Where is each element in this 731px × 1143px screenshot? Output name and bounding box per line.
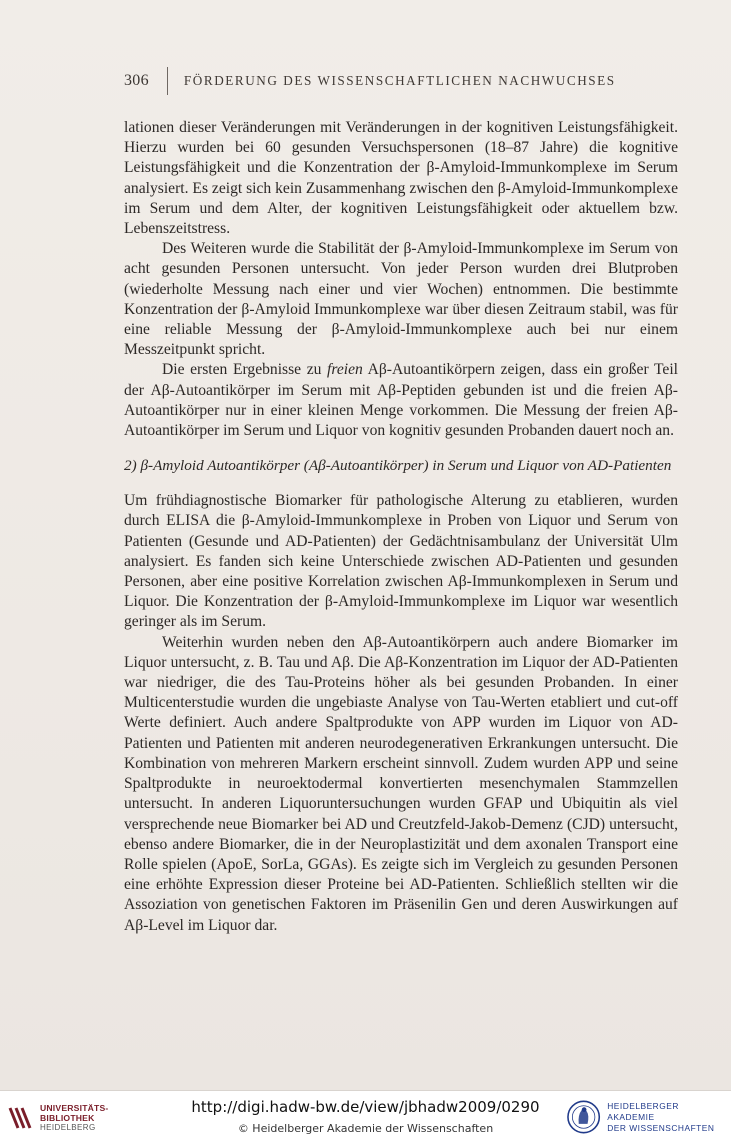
paragraph-3-emphasis: freien [327,361,363,379]
paragraph-5: Weiterhin wurden neben den Aβ-Autoantikörpern auch andere Biomarker im Liquor untersucht, z. B. Tau und Aβ. Die Aβ-Konzentration im Liquor der AD-Patienten war niedriger, die des Tau-Proteins höher als bei gesunden Probanden. In einer Multicenterstudie wurden die ungebiaste Analyse von Tau-Werten etabliert und cut-off Werte definiert. Auch andere Spaltprodukte von APP wurden im Liquor von AD-Patienten und Patienten mit anderen neurodegenerativen Erkrankungen untersucht. Die Kombination von mehreren Markern erscheint sinnvoll. Zudem wurden APP und seine Spaltprodukte in neuroektodermal konvertierten mesenchymalen Stammzellen untersucht. In anderen Liquoruntersuchungen wurden GFAP und Ubiquitin als viel versprechende neue Biomarker bei AD und Creutzfeld-Jakob-Demenz (CJD) untersucht, ebenso andere Biomarker, die in der Neuroplastizität und dem axonalen Transport eine Rolle spielen (ApoE, SorLa, GGAs). Es zeigte sich im Vergleich zu gesunden Personen eine erhöhte Expression dieser Proteine bei AD-Patienten. Schließlich stellten wir die Assoziation von genetischen Faktoren im Präsenilin Gen und deren Auswirkungen auf Aβ-Level im Liquor dar. [124,633,678,934]
paragraph-3 [124,360,678,441]
page-number: 306 [124,72,149,89]
academy-logo-line2: DER WISSENSCHAFTEN [607,1122,715,1133]
paragraph-4: Um frühdiagnostische Biomarker für pathologische Alterung zu etablieren, wurden durch ELISA die β-Amyloid-Immunkomplexe in Proben von Liquor und Serum von Patienten (Gesunde und AD-Patienten) der Gedächtnisambulanz der Universität Ulm analysiert. Es fanden sich keine Unterschiede zwischen AD-Patienten und gesunden Personen, aber eine positive Korrelation zwischen Aβ-Immunkomplexen in Serum und Liquor. Die Konzentration der β-Amyloid-Immunkomplexe im Liquor war wesentlich geringer als im Serum. [124,492,678,631]
running-head: FÖRDERUNG DES WISSENSCHAFTLICHEN NACHWUCHSES [183,73,616,88]
ub-logo-line3: HEIDELBERG [40,1123,96,1132]
body-text [124,118,678,936]
academy-seal-icon [566,1099,601,1135]
header-divider [167,67,168,95]
ub-logo-line2: BIBLIOTHEK [40,1113,95,1123]
ub-logo-line1: UNIVERSITÄTS- [40,1103,109,1113]
copyright-notice: © Heidelberger Akademie der Wissenschaften [237,1122,494,1135]
paragraph-1: lationen dieser Veränderungen mit Veränderungen in der kognitiven Leistungsfähigkeit. Hierzu wurden bei 60 gesunden Versuchspersonen (18–87 Jahre) die kognitive Leistungsfähigkeit und die Konzentration der β-Amyloid-Immunkomplexe im Serum analysiert. Es zeigt sich kein Zusammenhang zwischen den β-Amyloid-Immunkomplexe im Serum und dem Alter, der kognitiven Leistungsfähigkeit oder aktuellem bzw. Lebenszeitstress. [124,119,679,238]
paragraph-3-end: Aβ-Autoantikörpern zeigen, dass ein großer Teil der Aβ-Autoantikörper im Serum mit Aβ-Peptiden gebunden ist und die freien Aβ-Autoantikörper nur in einer kleinen Menge vorkommen. Die Messung der freien Aβ-Autoantikörper im Serum und Liquor von kognitiv gesunden Probanden dauert noch an. [124,361,678,440]
academy-logo-text [607,1101,726,1134]
academy-logo[interactable] [566,1097,726,1137]
permalink-url[interactable]: http://digi.hadw-bw.de/view/jbhadw2009/0290 [191,1098,540,1116]
section-subheading: 2) β-Amyloid Autoantikörper (Aβ-Autoantikörper) in Serum und Liquor von AD-Patienten [124,457,672,475]
page-header [124,66,684,96]
paragraph-2: Des Weiteren wurde die Stabilität der β-Amyloid-Immunkomplexe im Serum von acht gesunden Personen untersucht. Von jeder Person wurden drei Blutproben (wiederholte Messung nach einer und vier Wochen) entnommen. Die bestimmte Konzentration der β-Amyloid Immunkomplexe war über diesen Zeitraum stabil, was für eine reliable Messung der β-Amyloid-Immunkomplexe auch bei nur einem Messzeitpunkt spricht. [124,240,678,359]
paragraph-3-start: Die ersten Ergebnisse zu [162,361,328,379]
viewer-footer [0,1090,731,1143]
academy-logo-line1: HEIDELBERGER AKADEMIE [607,1100,679,1122]
